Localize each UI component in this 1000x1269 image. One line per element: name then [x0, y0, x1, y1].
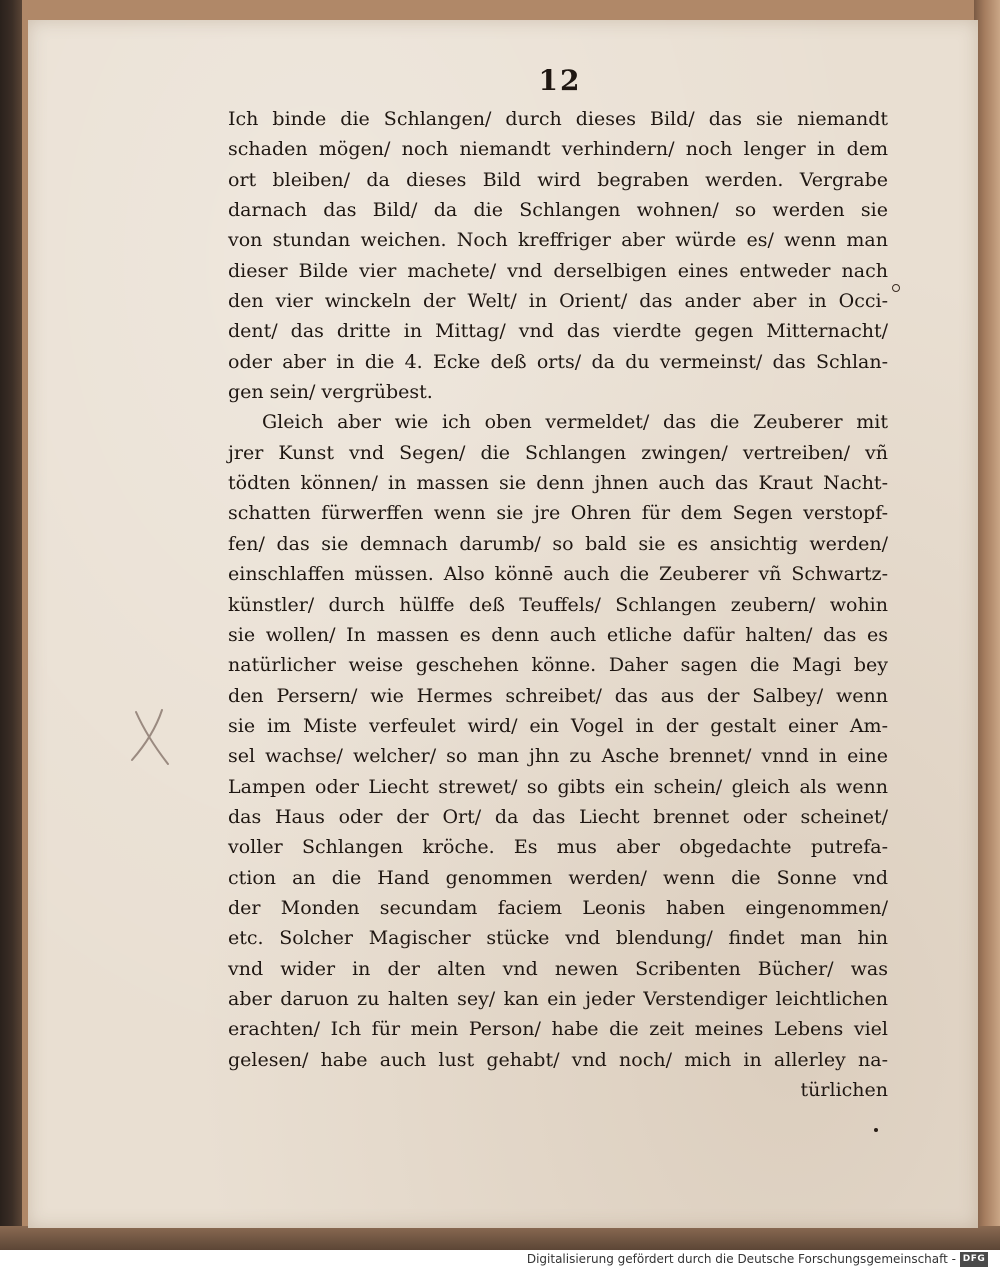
text-line: von stundan weichen. Noch kreffriger aber würde es/ wenn man: [228, 229, 888, 252]
text-line: oder aber in die 4. Ecke deß orts/ da du vermeinst/ das Schlan-: [228, 350, 888, 373]
text-line: künstler/ durch hülffe deß Teuffels/ Schlangen zeubern/ wohin: [228, 593, 888, 616]
text-line: Lampen oder Liecht strewet/ so gibts ein schein/ gleich als wenn: [228, 775, 888, 798]
text-line: schaden mögen/ noch niemandt verhindern/ noch lenger in dem: [228, 138, 888, 161]
text-line: vnd wider in der alten vnd newen Scribenten Bücher/ was: [228, 957, 888, 980]
text-line: ort bleiben/ da dieses Bild wird begraben werden. Vergrabe: [228, 168, 888, 191]
text-line: sie wollen/ In massen es denn auch etliche dafür halten/ das es: [228, 623, 888, 646]
text-line: Ich binde die Schlangen/ durch dieses Bild/ das sie niemandt: [228, 108, 888, 130]
paragraph-start-line: Gleich aber wie ich oben vermeldet/ das die Zeuberer mit: [262, 411, 888, 434]
text-line: gen sein/ vergrübest.: [228, 381, 433, 404]
text-line: etc. Solcher Magischer stücke vnd blendung/ findet man hin: [228, 927, 888, 950]
text-line: jrer Kunst vnd Segen/ die Schlangen zwingen/ vertreiben/ vñ: [228, 441, 888, 464]
ink-speck: [874, 1128, 878, 1132]
text-line: schatten fürwerffen wenn sie jre Ohren für dem Segen verstopf-: [228, 502, 888, 525]
catchword: türlichen: [800, 1079, 888, 1101]
text-line: natürlicher weise geschehen könne. Daher sagen die Magi bey: [228, 654, 888, 677]
text-line: den Persern/ wie Hermes schreibet/ das aus der Salbey/ wenn: [228, 684, 888, 707]
book-binding-edge: [0, 0, 22, 1250]
dfg-logo: DFG: [960, 1252, 988, 1267]
book-bottom-edge: [0, 1226, 1000, 1250]
ink-speck: [892, 284, 900, 292]
text-line: sie im Miste verfeulet wird/ ein Vogel in der gestalt einer Am-: [228, 714, 888, 737]
text-line: dent/ das dritte in Mittag/ vnd das vierdte gegen Mitternacht/: [228, 320, 888, 343]
text-line: sel wachse/ welcher/ so man jhn zu Asche brennet/ vnnd in eine: [228, 745, 888, 768]
text-line: aber daruon zu halten sey/ kan ein jeder Verstendiger leichtlichen: [228, 987, 888, 1010]
text-line: voller Schlangen kröche. Es mus aber obgedachte putrefa-: [228, 836, 888, 859]
handwritten-x-mark-icon: [122, 702, 182, 772]
page-text: [228, 104, 888, 1105]
funding-credit: Digitalisierung gefördert durch die Deutsche Forschungsgemeinschaft -: [526, 1252, 956, 1266]
text-line: tödten können/ in massen sie denn jhnen auch das Kraut Nacht-: [228, 472, 888, 495]
text-line: der Monden secundam faciem Leonis haben eingenommen/: [228, 896, 888, 919]
text-line: gelesen/ habe auch lust gehabt/ vnd noch/ mich in allerley na-: [228, 1048, 888, 1071]
text-line: das Haus oder der Ort/ da das Liecht brennet oder scheinet/: [228, 805, 888, 828]
text-line: darnach das Bild/ da die Schlangen wohnen/ so werden sie: [228, 199, 888, 222]
text-line: dieser Bilde vier machete/ vnd derselbigen eines entweder nach: [228, 259, 888, 282]
page-number: 12: [538, 64, 582, 97]
text-line: fen/ das sie demnach darumb/ so bald sie es ansichtig werden/: [228, 532, 888, 555]
text-line: ction an die Hand genommen werden/ wenn die Sonne vnd: [228, 866, 888, 889]
text-line: einschlaffen müssen. Also könnē auch die Zeuberer vñ Schwartz-: [228, 563, 888, 586]
text-line: den vier winckeln der Welt/ in Orient/ das ander aber in Occi-: [228, 290, 888, 313]
text-line: erachten/ Ich für mein Person/ habe die zeit meines Lebens viel: [228, 1018, 888, 1041]
